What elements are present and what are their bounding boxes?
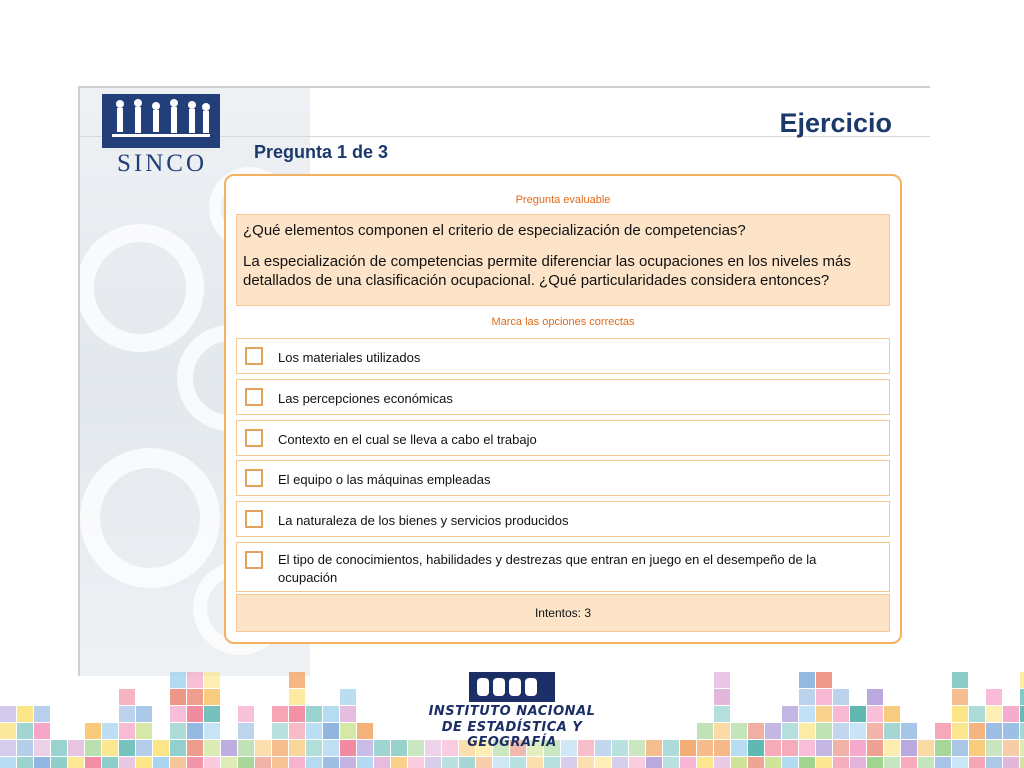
- option-label[interactable]: Contexto en el cual se lleva a cabo el trabajo: [278, 432, 537, 447]
- option-label[interactable]: La naturaleza de los bienes y servicios producidos: [278, 513, 569, 528]
- option-item[interactable]: [236, 420, 890, 456]
- question-body: La especialización de competencias permite diferenciar las ocupaciones en los niveles más detallados de una clasificación ocupacional. ¿Qué particularidades considera entonces?: [243, 253, 851, 289]
- slide-frame: [78, 86, 930, 676]
- evaluable-label: Pregunta evaluable: [515, 194, 611, 206]
- option-item[interactable]: [236, 460, 890, 496]
- sinco-logo: [102, 94, 222, 177]
- option-item[interactable]: [236, 501, 890, 537]
- option-checkbox[interactable]: [245, 347, 263, 365]
- attempts-counter: Intentos: 3: [236, 594, 890, 632]
- org-name-line1: INSTITUTO NACIONAL: [428, 704, 596, 719]
- instruction-label: Marca las opciones correctas: [491, 316, 635, 328]
- option-item[interactable]: [236, 542, 890, 592]
- sinco-logo-image: [102, 94, 220, 148]
- option-label[interactable]: El tipo de conocimientos, habilidades y destrezas que entran en juego en el desempeño de la ocupación: [278, 552, 817, 585]
- question-title: ¿Qué elementos componen el criterio de especialización de competencias?: [243, 222, 746, 239]
- option-checkbox[interactable]: [245, 510, 263, 528]
- option-checkbox[interactable]: [245, 469, 263, 487]
- option-label[interactable]: El equipo o las máquinas empleadas: [278, 472, 491, 487]
- option-checkbox[interactable]: [245, 551, 263, 569]
- question-box: [236, 214, 890, 306]
- sinco-logo-text: SINCO: [116, 150, 207, 177]
- question-panel: [224, 174, 902, 644]
- org-name-line2: DE ESTADÍSTICA Y GEOGRAFÍA: [441, 720, 583, 750]
- option-item[interactable]: [236, 338, 890, 374]
- option-label[interactable]: Las percepciones económicas: [278, 391, 453, 406]
- option-item[interactable]: [236, 379, 890, 415]
- inegi-logo: [400, 672, 624, 750]
- option-label[interactable]: Los materiales utilizados: [278, 350, 421, 365]
- option-checkbox[interactable]: [245, 388, 263, 406]
- option-checkbox[interactable]: [245, 429, 263, 447]
- question-counter: Pregunta 1 de 3: [254, 142, 389, 162]
- page-title: Ejercicio: [779, 108, 892, 138]
- inegi-building-icon: [469, 672, 555, 702]
